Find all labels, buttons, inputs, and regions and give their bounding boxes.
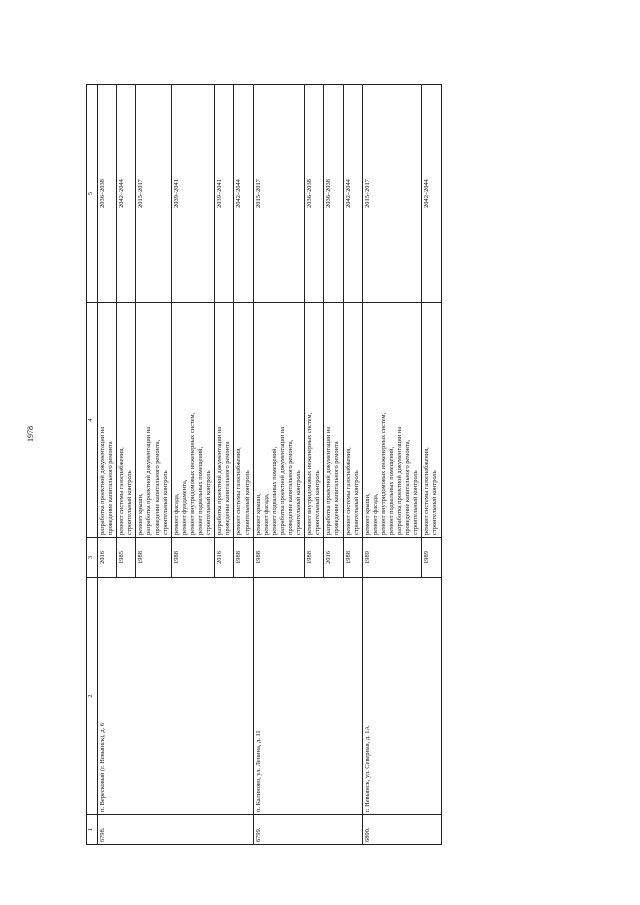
period-cell: 2042–2044	[117, 85, 136, 303]
address-cell: п. Калиново, ул. Ленина, д. 11	[253, 578, 362, 815]
work-line: строительный контроль	[126, 470, 134, 535]
work-line: строительный контроль	[412, 470, 420, 535]
header-cell-3: 3	[87, 538, 98, 578]
year-cell: 2016	[98, 538, 117, 578]
work-line: разработка проектной документации на	[99, 426, 106, 535]
period-cell: 2039–2041	[171, 85, 214, 303]
work-line: ремонт подвальных помещений,	[197, 446, 205, 535]
work-line: ремонт фундамента,	[180, 479, 188, 535]
year-cell: 1988	[253, 538, 305, 578]
work-line: строительный контроль	[352, 470, 360, 535]
works-cell	[324, 303, 343, 538]
works-cell	[234, 303, 253, 538]
period-cell: 2036–2038	[305, 85, 324, 303]
work-line: ремонт крыши,	[137, 493, 145, 535]
work-line: проведение капитального ремонта	[107, 441, 115, 535]
header-cell-2: 2	[87, 578, 98, 815]
work-line: проведение капитального ремонта	[333, 441, 341, 535]
period-cell: 2015–2017	[136, 85, 171, 303]
work-line: ремонт системы газоснабжения,	[344, 447, 352, 535]
period-cell: 2042–2044	[343, 85, 362, 303]
header-row	[87, 85, 98, 845]
work-line: строительный контроль	[161, 470, 169, 535]
year-cell: 1988	[171, 538, 214, 578]
entry-number: 6800.	[362, 815, 441, 845]
period-cell: 2036–2038	[324, 85, 343, 303]
year-cell: 1988	[305, 538, 324, 578]
works-cell	[362, 303, 422, 538]
work-line: строительный контроль	[205, 470, 213, 535]
header-cell-1: 1	[87, 815, 98, 845]
work-line: ремонт фасада,	[262, 493, 270, 535]
work-line: проведение капитального ремонта	[224, 441, 232, 535]
work-line: строительный контроль	[431, 470, 439, 535]
table-row	[362, 85, 422, 845]
table-body	[87, 85, 442, 845]
period-cell: 2015–2017	[253, 85, 305, 303]
period-cell: 2042–2044	[234, 85, 253, 303]
work-line: разработка проектной документации на	[325, 426, 333, 535]
work-line: ремонт фасада,	[371, 493, 379, 535]
work-line: ремонт системы газоснабжения,	[423, 447, 431, 535]
work-line: ремонт подвальных помещений,	[388, 446, 395, 535]
period-cell: 2015–2017	[362, 85, 422, 303]
capital-repair-table	[86, 84, 442, 845]
work-line: разработка проектной документации на	[396, 426, 404, 535]
work-line: ремонт внутридомовых инженерных систем,	[379, 412, 387, 535]
entry-number: 6799.	[253, 815, 362, 845]
works-cell	[422, 303, 441, 538]
year-cell: 2016	[324, 538, 343, 578]
address-cell: п. Вересковый (г. Невьянск), д. 6	[98, 578, 254, 815]
header-cell-4: 4	[87, 303, 98, 538]
work-line: проведение капитального ремонта,	[286, 439, 294, 535]
year-cell: 1988	[136, 538, 171, 578]
work-line: разработка проектной документации на	[216, 426, 224, 535]
work-line: разработка проектной документации на	[145, 426, 153, 535]
year-cell: 1988	[343, 538, 362, 578]
year-cell: 1989	[362, 538, 422, 578]
year-cell: 1989	[422, 538, 441, 578]
work-line: строительный контроль	[314, 470, 322, 535]
works-cell	[136, 303, 171, 538]
work-line: ремонт подвальных помещений,	[270, 446, 278, 535]
period-cell: 2036–2038	[98, 85, 117, 303]
work-line: строительный контроль	[295, 470, 303, 535]
work-line: ремонт системы газоснабжения,	[118, 447, 126, 535]
works-cell	[253, 303, 305, 538]
work-line: ремонт системы газоснабжения,	[235, 447, 243, 535]
period-cell: 2042–2044	[422, 85, 441, 303]
work-line: ремонт крыши,	[363, 493, 371, 535]
page-number: 1978	[26, 426, 35, 442]
works-cell	[171, 303, 214, 538]
year-cell: 2016	[215, 538, 234, 578]
work-line: разработка проектной документации на	[278, 426, 286, 535]
year-cell: 1988	[234, 538, 253, 578]
table-row	[98, 85, 117, 845]
works-cell	[305, 303, 324, 538]
works-cell	[98, 303, 117, 538]
table-row	[253, 85, 305, 845]
address-cell: г. Невьянск, ул. Северная, д. 1А	[362, 578, 441, 815]
work-line: проведение капитального ремонта,	[404, 439, 412, 535]
header-cell-5: 5	[87, 85, 98, 303]
works-cell	[215, 303, 234, 538]
works-cell	[117, 303, 136, 538]
works-cell	[343, 303, 362, 538]
entry-number: 6798.	[98, 815, 254, 845]
year-cell: 1985	[117, 538, 136, 578]
work-line: ремонт внутридомовых инженерных систем,	[188, 412, 196, 535]
work-line: проведение капитального ремонта,	[153, 439, 161, 535]
work-line: строительный контроль	[243, 470, 251, 535]
work-line: ремонт внутридомовых инженерных систем,	[306, 412, 314, 535]
work-line: ремонт крыши,	[254, 493, 262, 535]
work-line: ремонт фасада,	[172, 493, 180, 535]
period-cell: 2039–2041	[215, 85, 234, 303]
rotated-table-container	[86, 85, 566, 845]
